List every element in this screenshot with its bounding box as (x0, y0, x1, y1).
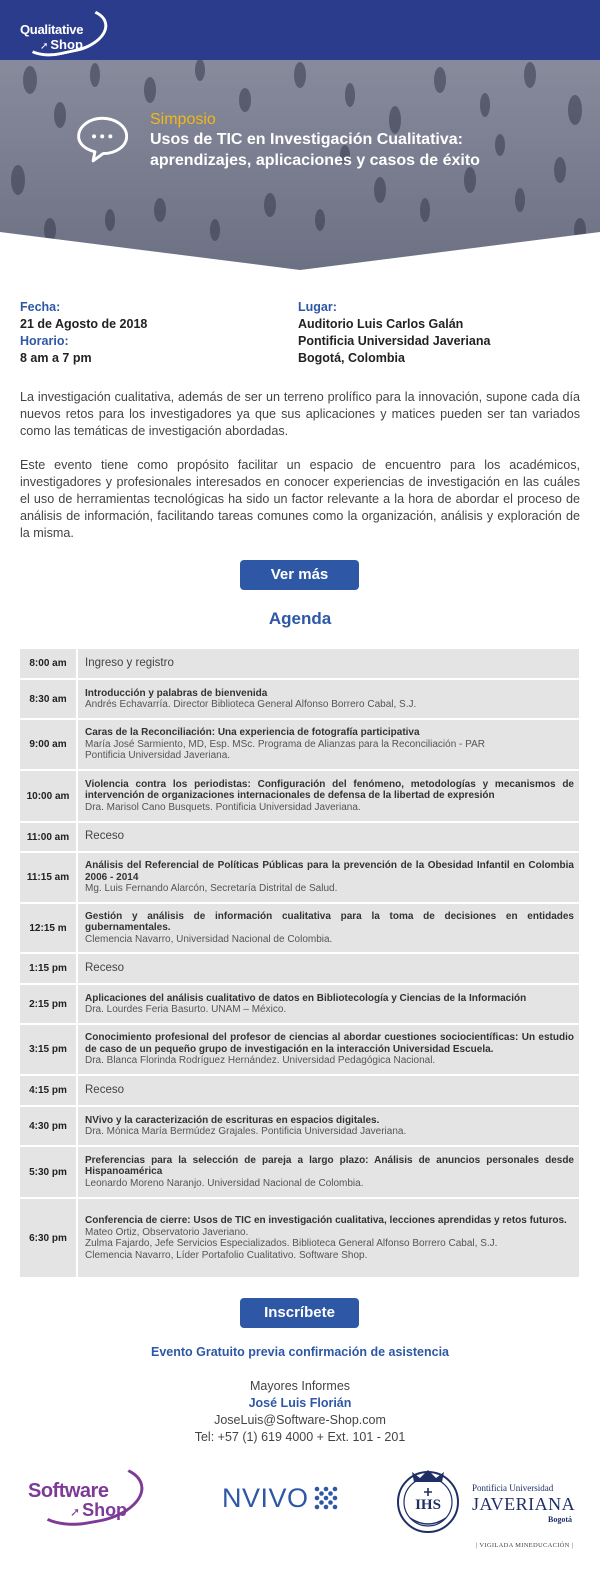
agenda-row (20, 1107, 579, 1147)
agenda-row (20, 904, 579, 954)
agenda-speaker: Mateo Ortiz, Observatorio Javeriano. (85, 1226, 249, 1238)
agenda-time: 4:30 pm (20, 1107, 78, 1145)
agenda-plain: Ingreso y registro (85, 656, 174, 669)
agenda-desc (78, 649, 579, 678)
agenda-desc (78, 720, 579, 769)
agenda-time: 10:00 am (20, 771, 78, 821)
agenda-desc (78, 823, 579, 851)
agenda-row (20, 853, 579, 904)
agenda-speaker: Dra. Marisol Cano Busquets. Pontificia Universidad Javeriana. (85, 801, 361, 813)
agenda-time: 8:00 am (20, 649, 78, 678)
agenda-time: 2:15 pm (20, 985, 78, 1023)
agenda-desc (78, 1199, 579, 1277)
agenda-row (20, 1147, 579, 1199)
agenda-time: 4:15 pm (20, 1076, 78, 1105)
place-line3: Bogotá, Colombia (298, 351, 405, 365)
agenda-desc (78, 985, 579, 1023)
agenda-row (20, 823, 579, 853)
agenda-row (20, 1199, 579, 1279)
agenda-time: 11:00 am (20, 823, 78, 851)
agenda-desc (78, 680, 579, 718)
hero-kicker: Simposio (150, 111, 216, 128)
date-value: 21 de Agosto de 2018 (20, 317, 148, 331)
agenda-plain: Receso (85, 1083, 124, 1096)
logo-text-line2 (40, 37, 83, 52)
date-label: Fecha: (20, 300, 61, 314)
software-shop-line1: Software (28, 1480, 109, 1502)
agenda-row (20, 680, 579, 720)
agenda-speaker: Mg. Luis Fernando Alarcón, Secretaría Distrital de Salud. (85, 883, 338, 895)
agenda-talk-title: Preferencias para la selección de pareja a largo plazo: Análisis de anuncios personales desde Hispanoamérica (85, 1154, 574, 1178)
arrow-icon: ➚ (70, 1505, 81, 1519)
event-place (298, 299, 490, 367)
javeriana-logo[interactable] (392, 1464, 582, 1564)
logo-text-line1: Qualitative (20, 22, 84, 37)
free-event-note: Evento Gratuito previa confirmación de asistencia (150, 1345, 449, 1359)
agenda-time: 12:15 m (20, 904, 78, 952)
ver-mas-button[interactable]: Ver más (240, 560, 359, 590)
more-info-label: Mayores Informes (249, 1379, 351, 1393)
agenda-desc (78, 1076, 579, 1105)
agenda-talk-title: Violencia contra los periodistas: Configuración del fenómeno, metodologías y mecanismos de intervención de organizaciones internacionales de defensa de la libertad de expresión (85, 778, 574, 802)
agenda-talk-title: NVivo y la caracterización de escrituras en espacios digitales. (85, 1114, 380, 1126)
agenda-talk-title: Gestión y análisis de información cualitativa para la toma de decisiones en entidades gubernamentales. (85, 910, 574, 934)
logo-text-line2-word: Shop (50, 37, 83, 52)
agenda-row (20, 985, 579, 1025)
vigilada-mineducacion: | VIGILADA MINEDUCACIÓN | (476, 1542, 574, 1549)
software-shop-logo[interactable] (24, 1466, 144, 1528)
agenda-plain: Receso (85, 961, 124, 974)
agenda-talk-title: Análisis del Referencial de Políticas Públicas para la prevención de la Obesidad Infantil en Colombia 2006 - 2014 (85, 860, 574, 883)
arrow-icon: ➚ (40, 41, 49, 52)
place-line1: Auditorio Luis Carlos Galán (298, 317, 464, 331)
qualitative-shop-logo[interactable] (20, 10, 108, 54)
hero-banner (0, 60, 600, 270)
javeriana-line1: Pontificia Universidad (472, 1483, 554, 1493)
agenda-speaker: Leonardo Moreno Naranjo. Universidad Nacional de Colombia. (85, 1177, 364, 1189)
agenda-talk-title: Caras de la Reconciliación: Una experiencia de fotografía participativa (85, 727, 420, 739)
contact-phone: Tel: +57 (1) 619 4000 + Ext. 101 - 201 (194, 1430, 406, 1444)
software-shop-line2-wrap (70, 1500, 127, 1521)
place-label: Lugar: (298, 300, 337, 314)
contact-email-link[interactable]: JoseLuis@Software-Shop.com (214, 1413, 386, 1427)
hero-text-block (150, 110, 480, 171)
javeriana-crest-icon (392, 1464, 464, 1536)
agenda-time: 11:15 am (20, 853, 78, 902)
agenda-speaker: Pontificia Universidad Javeriana. (85, 750, 231, 762)
agenda-time: 8:30 am (20, 680, 78, 718)
agenda-speaker: Clemencia Navarro, Universidad Nacional de Colombia. (85, 933, 333, 945)
time-value: 8 am a 7 pm (20, 351, 92, 365)
agenda-time: 9:00 am (20, 720, 78, 769)
agenda-talk-title: Conferencia de cierre: Usos de TIC en investigación cualitativa, lecciones aprendidas y retos futuros. (85, 1215, 567, 1226)
nvivo-wordmark: NVIVO (222, 1482, 309, 1513)
contact-block (0, 1378, 600, 1446)
agenda-plain: Receso (85, 830, 124, 843)
agenda-speaker: Dra. Blanca Florinda Rodríguez Hernández. Universidad Pedagógica Nacional. (85, 1055, 436, 1067)
agenda-time: 5:30 pm (20, 1147, 78, 1197)
intro-paragraph-2: Este evento tiene como propósito facilitar un espacio de encuentro para los académicos, investigadores y profesionales interesados en conocer experiencias de investigación en las cuáles el uso de herramientas tecnológicas ha sido un factor relevante a la hora de abordar el proceso de análisis de información, facilitando tareas comunes como la organización, análisis y exploración de la misma. (20, 458, 580, 540)
javeriana-line2: JAVERIANA (472, 1494, 576, 1514)
contact-name: José Luis Florián (248, 1396, 352, 1410)
agenda-speaker: Clemencia Navarro, Líder Portafolio Cualitativo. Software Shop. (85, 1249, 368, 1261)
inscribete-button[interactable]: Inscríbete (240, 1298, 359, 1328)
agenda-talk-title: Aplicaciones del análisis cualitativo de datos en Bibliotecología y Ciencias de la Información (85, 992, 527, 1004)
intro-paragraph-1: La investigación cualitativa, además de ser un terreno prolífico para la innovación, supone cada día nuevos retos para los investigadores ya que sus aplicaciones y matices pueden ser tan variados como las temáticas de investigación abordadas. (20, 390, 580, 438)
agenda-speaker: María José Sarmiento, MD, Esp. MSc. Programa de Alianzas para la Reconciliación - PAR (85, 738, 485, 750)
agenda-desc (78, 1147, 579, 1197)
javeriana-line3: Bogotá (548, 1515, 572, 1524)
agenda-desc (78, 1025, 579, 1074)
agenda-row (20, 954, 579, 985)
place-line2: Pontificia Universidad Javeriana (298, 334, 491, 348)
javeriana-seal-text: IHS (415, 1497, 441, 1513)
hero-title-line2: aprendizajes, aplicaciones y casos de éxito (150, 152, 480, 169)
agenda-speaker: Zulma Fajardo, Jefe Servicios Especializados. Biblioteca General Alfonso Borrero Cabal, S.J. (85, 1238, 498, 1249)
agenda-row (20, 1076, 579, 1107)
agenda-talk-title: Conocimiento profesional del profesor de ciencias al abordar cuestiones sociocientíficas: Un estudio de caso de un pequeño grupo de investigación en la interacción Universidad Escuela. (85, 1032, 574, 1055)
agenda-speaker: Dra. Lourdes Feria Basurto. UNAM – México. (85, 1004, 287, 1015)
agenda-time: 3:15 pm (20, 1025, 78, 1074)
agenda-time: 1:15 pm (20, 954, 78, 983)
agenda-speaker: Dra. Mónica María Bermúdez Grajales. Pontificia Universidad Javeriana. (85, 1126, 407, 1137)
agenda-desc (78, 954, 579, 983)
agenda-desc (78, 771, 579, 821)
chat-bubbles-icon (75, 114, 133, 166)
agenda-table (20, 649, 579, 1279)
agenda-title: Agenda (268, 609, 332, 628)
hero-title-line1: Usos de TIC en Investigación Cualitativa: (150, 131, 463, 148)
time-label: Horario: (20, 334, 69, 348)
event-date-time (20, 299, 147, 367)
agenda-desc (78, 853, 579, 902)
agenda-row (20, 771, 579, 823)
agenda-row (20, 720, 579, 771)
agenda-talk-title: Introducción y palabras de bienvenida (85, 687, 268, 699)
software-shop-line2: Shop (82, 1500, 128, 1520)
agenda-time: 6:30 pm (20, 1199, 78, 1277)
agenda-row (20, 1025, 579, 1076)
agenda-speaker: Andrés Echavarría. Director Biblioteca General Alfonso Borrero Cabal, S.J. (85, 699, 417, 710)
nvivo-logo[interactable] (222, 1480, 341, 1516)
nvivo-dots-icon (311, 1483, 341, 1513)
agenda-desc (78, 1107, 579, 1145)
agenda-row (20, 649, 579, 680)
agenda-desc (78, 904, 579, 952)
